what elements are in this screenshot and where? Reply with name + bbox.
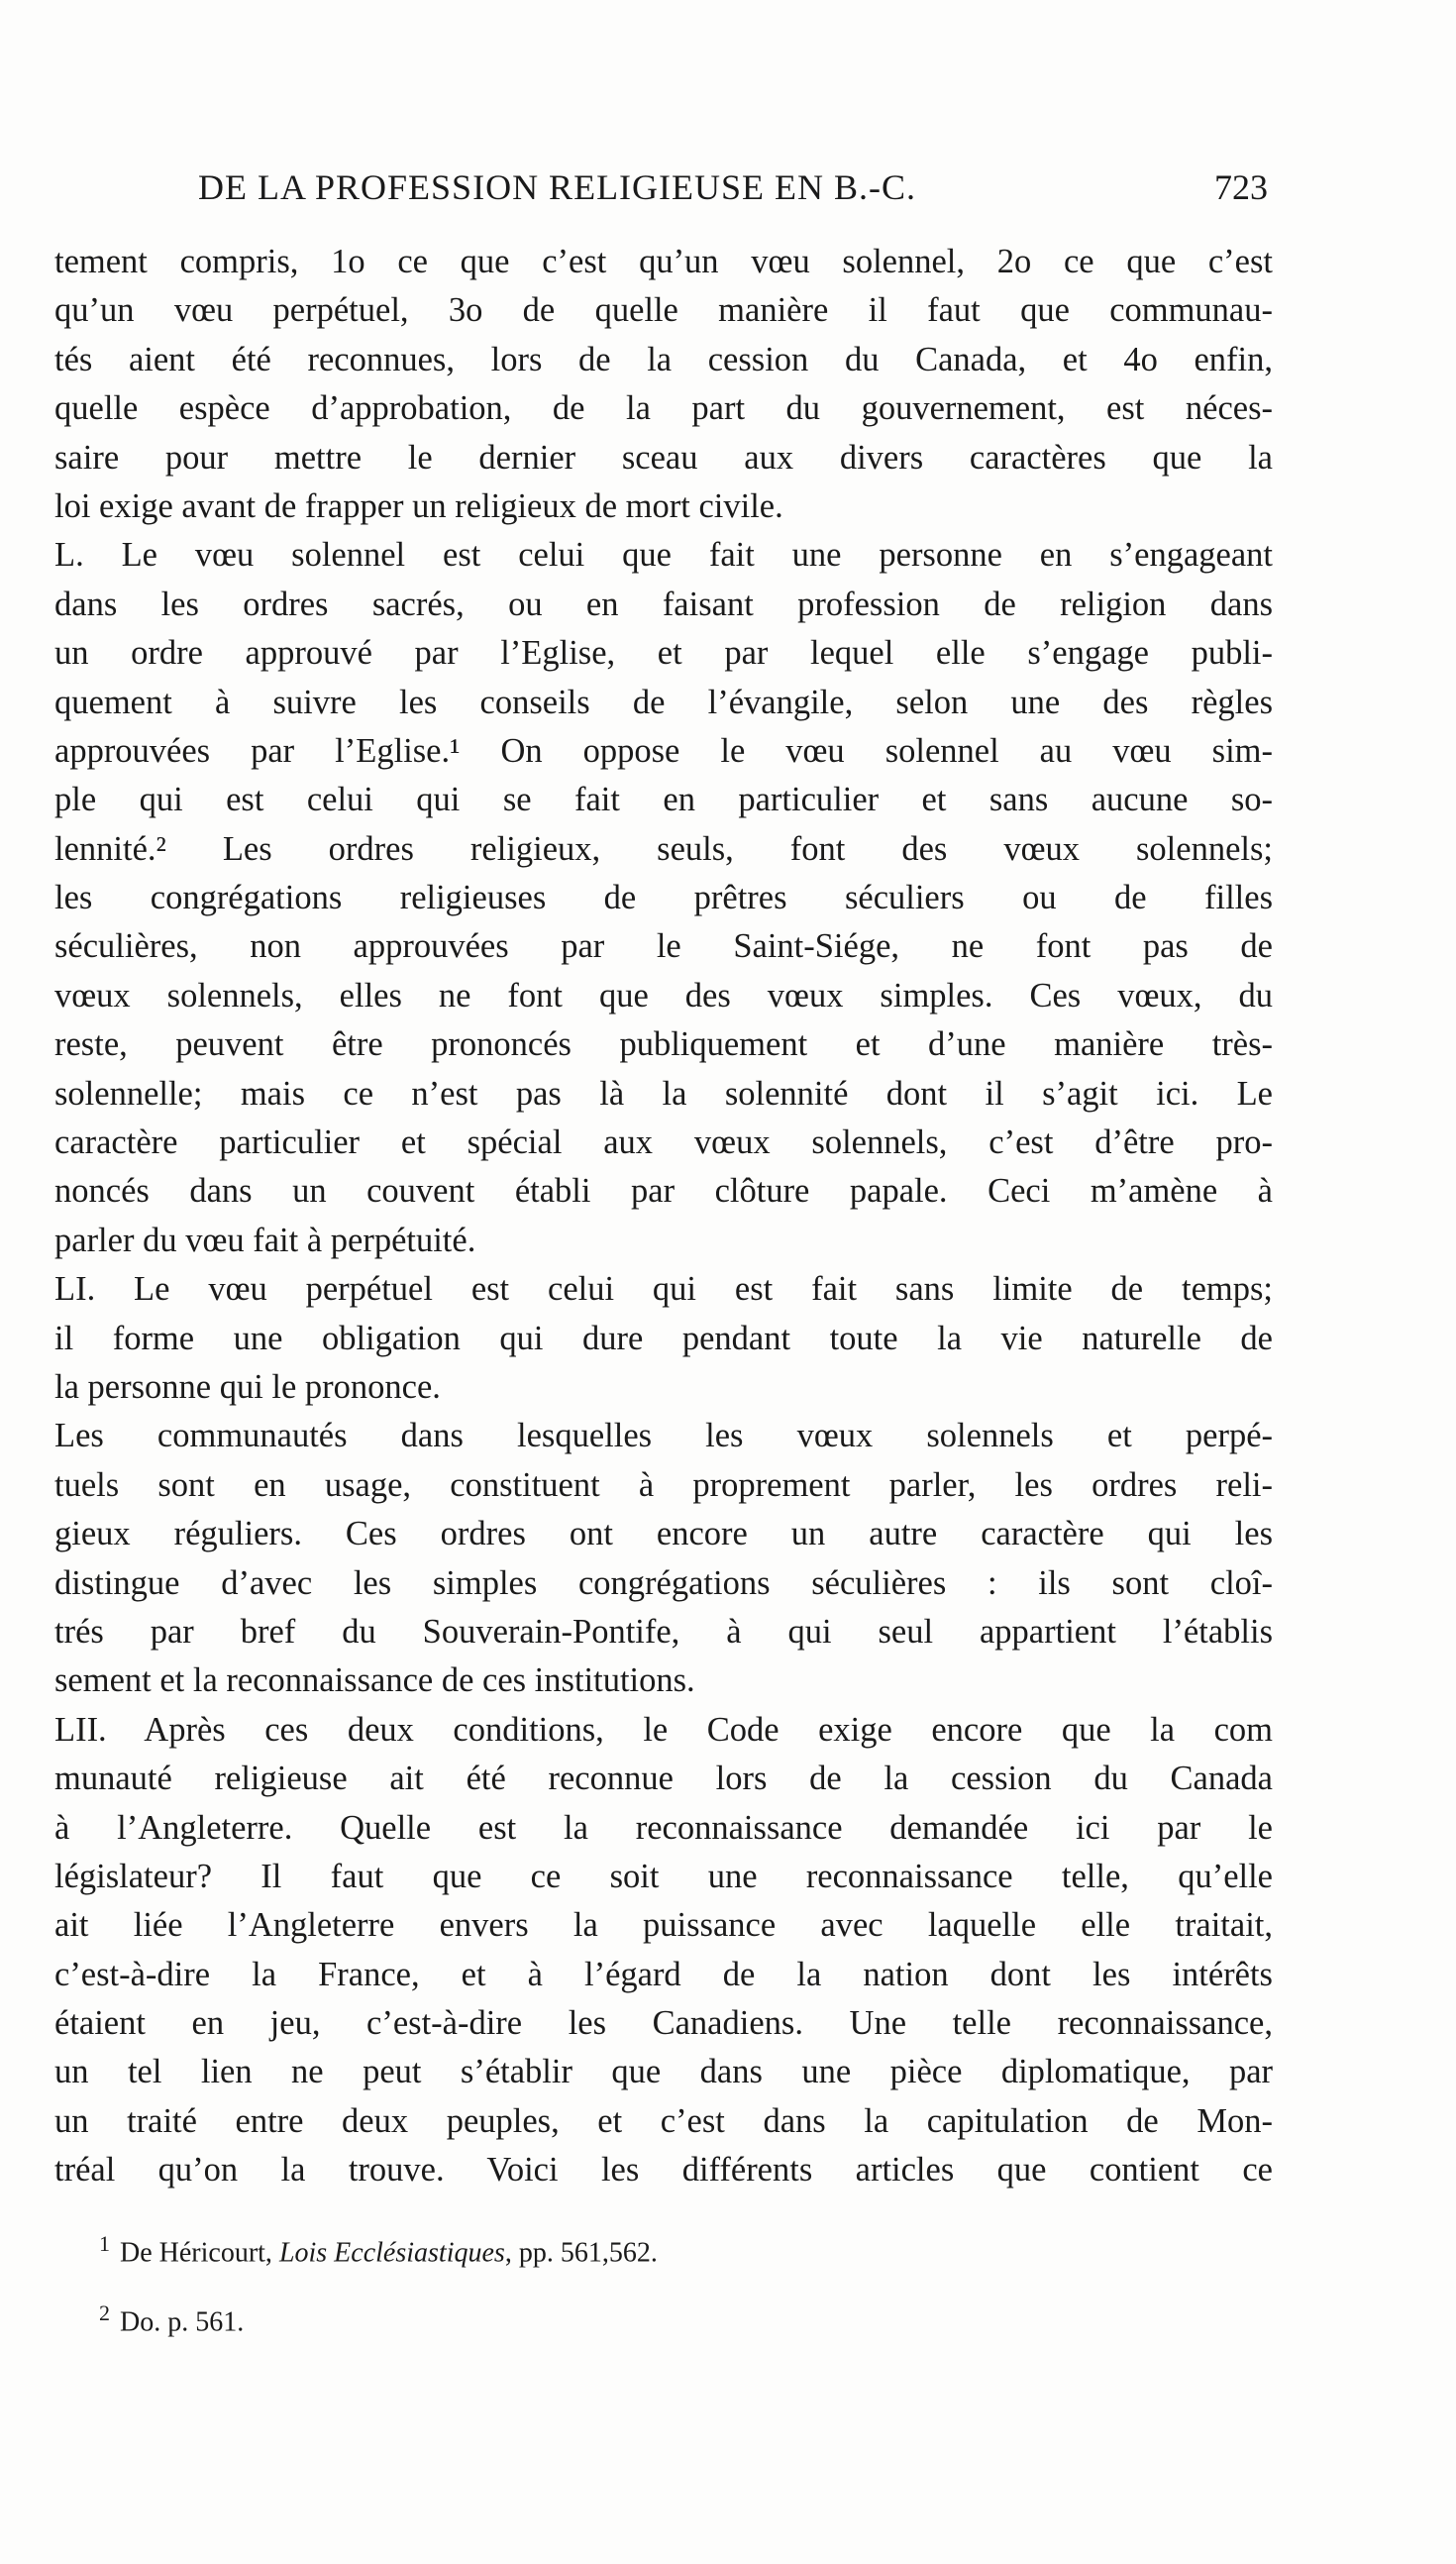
text-line: dans les ordres sacrés, ou en faisant profession de religion dans: [54, 585, 1273, 623]
text-line: lennité.² Les ordres religieux, seuls, font des vœux solennels;: [54, 829, 1273, 868]
text-line: les congrégations religieuses de prêtres séculiers ou de filles: [54, 879, 1273, 917]
text-line: trés par bref du Souverain-Pontife, à qui seul appartient l’établis: [54, 1612, 1273, 1651]
text-line: ait liée l’Angleterre envers la puissance avec laquelle elle traitait,: [54, 1906, 1273, 1945]
text-line: tement compris, 1o ce que c’est qu’un vœu solennel, 2o ce que c’est: [54, 243, 1273, 280]
text-line: quement à suivre les conseils de l’évangile, selon une des règles: [54, 683, 1273, 721]
text-line: tés aient été reconnues, lors de la cession du Canada, et 4o enfin,: [54, 340, 1273, 378]
footnote-mark: 2: [99, 2300, 110, 2325]
footnote-title: Lois Ecclésiastiques: [278, 2237, 505, 2269]
text-line: ple qui est celui qui se fait en particulier et sans aucune so-: [54, 781, 1273, 819]
text-line: saire pour mettre le dernier sceau aux divers caractères que la: [54, 438, 1273, 477]
text-line: LII. Après ces deux conditions, le Code exige encore que la com: [54, 1710, 1273, 1749]
text-line: vœux solennels, elles ne font que des vœux simples. Ces vœux, du: [54, 976, 1273, 1015]
page-number: 723: [1214, 167, 1268, 207]
text-line: tréal qu’on la trouve. Voici les différents articles que contient ce: [54, 2151, 1273, 2190]
text-line: loi exige avant de frapper un religieux de mort civile.: [54, 486, 783, 525]
text-line: L. Le vœu solennel est celui que fait une personne en s’engageant: [54, 536, 1273, 575]
text-line: la personne qui le prononce.: [54, 1367, 441, 1406]
text-line: caractère particulier et spécial aux vœux solennels, c’est d’être pro-: [54, 1123, 1273, 1162]
page-header: [198, 166, 1268, 216]
text-line: tuels sont en usage, constituent à proprement parler, les ordres reli-: [54, 1465, 1273, 1504]
text-line: noncés dans un couvent établi par clôture papale. Ceci m’amène à: [54, 1172, 1273, 1211]
text-line: étaient en jeu, c’est-à-dire les Canadiens. Une telle reconnaissance,: [54, 2004, 1273, 2043]
text-line: munauté religieuse ait été reconnue lors de la cession du Canada: [54, 1760, 1273, 1798]
footnote-suffix: , pp. 561,562.: [504, 2237, 658, 2269]
text-line: législateur? Il faut que ce soit une reconnaissance telle, qu’elle: [54, 1857, 1273, 1895]
text-line: c’est-à-dire la France, et à l’égard de la nation dont les intérêts: [54, 1955, 1273, 1993]
text-line: un tel lien ne peut s’établir que dans une pièce diplomatique, par: [54, 2053, 1273, 2091]
footnote: [99, 2209, 1189, 2279]
text-line: approuvées par l’Eglise.¹ On oppose le vœu solennel au vœu sim-: [54, 731, 1273, 770]
text-line: il forme une obligation qui dure pendant toute la vie naturelle de: [54, 1319, 1273, 1357]
text-line: quelle espèce d’approbation, de la part du gouvernement, est néces-: [54, 389, 1273, 428]
running-head: DE LA PROFESSION RELIGIEUSE EN B.-C.: [198, 167, 917, 207]
text-line: gieux réguliers. Ces ordres ont encore un autre caractère qui les: [54, 1515, 1273, 1553]
text-line: qu’un vœu perpétuel, 3o de quelle manière il faut que communau-: [54, 291, 1273, 330]
text-line: LI. Le vœu perpétuel est celui qui est fait sans limite de temps;: [54, 1270, 1273, 1309]
footnote-text: Do. p. 561.: [120, 2306, 245, 2338]
text-line: à l’Angleterre. Quelle est la reconnaissance demandée ici par le: [54, 1808, 1273, 1847]
text-line: parler du vœu fait à perpétuité.: [54, 1221, 476, 1259]
text-line: sement et la reconnaissance de ces institutions.: [54, 1661, 695, 1700]
footnote: [99, 2279, 1189, 2348]
body-text: [54, 238, 1273, 2195]
text-line: un traité entre deux peuples, et c’est dans la capitulation de Mon-: [54, 2101, 1273, 2140]
text-line: reste, peuvent être prononcés publiquement et d’une manière très-: [54, 1025, 1273, 1064]
footnote-text: De Héricourt,: [120, 2237, 279, 2269]
text-line: solennelle; mais ce n’est pas là la solennité dont il s’agit ici. Le: [54, 1074, 1273, 1113]
text-line: séculières, non approuvées par le Saint-Siége, ne font pas de: [54, 927, 1273, 966]
footnote-mark: 1: [99, 2231, 110, 2256]
text-line: distingue d’avec les simples congrégations séculières : ils sont cloî-: [54, 1563, 1273, 1602]
footnotes: [99, 2209, 1189, 2348]
text-line: un ordre approuvé par l’Eglise, et par lequel elle s’engage publi-: [54, 634, 1273, 673]
text-line: Les communautés dans lesquelles les vœux solennels et perpé-: [54, 1417, 1273, 1455]
